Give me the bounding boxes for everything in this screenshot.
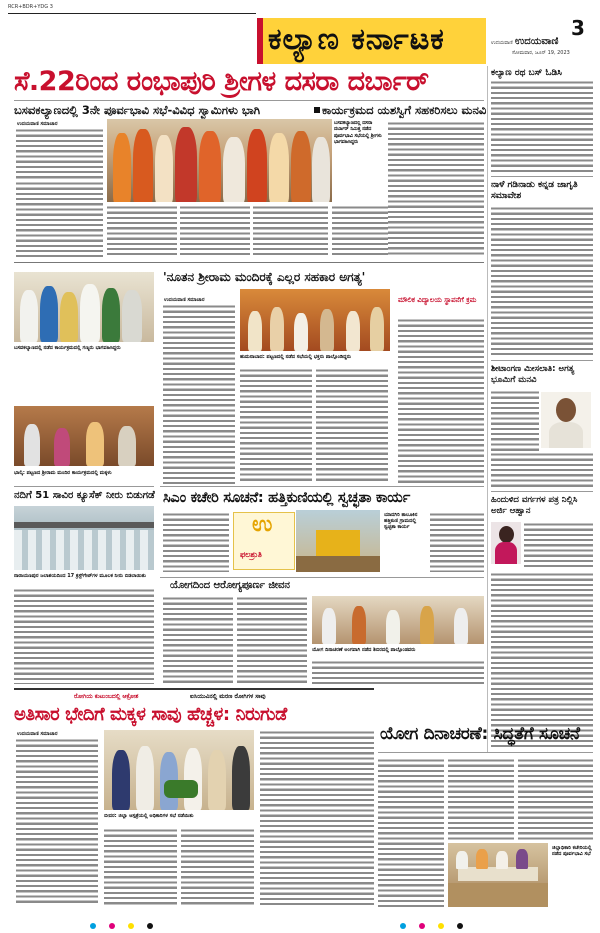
mid-center-photo bbox=[240, 289, 390, 351]
edition-code: RCR+BDR+YDG 3 bbox=[8, 4, 53, 10]
mid-top-rule bbox=[14, 262, 484, 263]
yoga-day-photo bbox=[448, 843, 548, 907]
yoga-photo bbox=[312, 596, 484, 644]
lead-subhead: ಬಸವಕಲ್ಯಾಣದಲ್ಲಿ 3ನೇ ಪೂರ್ವಭಾವಿ ಸಭೆ-ವಿವಿಧ ಸ್ವಾಮಿಗಳು ಭಾಗಿ bbox=[14, 103, 261, 117]
right-rule-3 bbox=[491, 491, 593, 492]
mid-column-3 bbox=[316, 368, 388, 484]
paper-name: ಉದಯವಾಣಿ bbox=[515, 36, 559, 47]
lead-headline: ಸೆ.22ರಿಂದ ರಂಭಾಪುರಿ ಶ್ರೀಗಳ ದಸರಾ ದರ್ಬಾರ್ bbox=[14, 66, 429, 97]
cm-side-caption: ಯಾದಗಿರಿ ತಾಲೂಕಿನ ಹತ್ತಿಕುಣಿ ಗ್ರಾಮದಲ್ಲಿ ಸ್ವಚ್ಛತಾ ಕಾರ್ಯ bbox=[384, 512, 426, 572]
phalashruti-logo-text: ಫಲಶ್ರುತಿ bbox=[240, 550, 262, 559]
bottom-caption: ಬೀದರ: ಜಿಲ್ಲಾ ಆಸ್ಪತ್ರೆಯಲ್ಲಿ ಅಧಿಕಾರಿಗಳ ಸಭೆ ನಡೆಯಿತು bbox=[104, 813, 254, 819]
mid-center-caption: ಹುಮನಾಬಾದ: ಪಟ್ಟಣದಲ್ಲಿ ನಡೆದ ಸಭೆಯಲ್ಲಿ ಭಕ್ತರು ಪಾಲ್ಗೊಂಡಿದ್ದರು bbox=[240, 354, 390, 360]
bottom-column-2 bbox=[104, 828, 177, 906]
bottom-byline: ಉದಯವಾಣಿ ಸಮಾಚಾರ bbox=[17, 731, 58, 737]
cm-photo bbox=[296, 510, 380, 572]
masthead-title: ಕಲ್ಯಾಣ ಕರ್ನಾಟಕ bbox=[268, 22, 445, 57]
bottom-column-4 bbox=[260, 730, 374, 906]
page-number: 3 bbox=[571, 16, 585, 40]
yoga-day-column-2 bbox=[448, 758, 514, 840]
bottom-photo bbox=[104, 730, 254, 810]
bottom-column-3 bbox=[181, 828, 254, 906]
lead-column-3 bbox=[107, 205, 177, 255]
right-column-divider bbox=[487, 66, 488, 752]
yoga-column-2 bbox=[237, 596, 307, 684]
lead-column-5 bbox=[253, 205, 328, 255]
mid-column-1 bbox=[163, 304, 235, 484]
right-story3-headline: ಶೀಟಾಂಗಣ ಮೀಸಲಾತಿ: ಅಗತ್ಯ ಭೂಮಿಗೆ ಮನವಿ bbox=[491, 364, 575, 385]
yoga-day-headline: ಯೋಗ ದಿನಾಚರಣೆ: ಸಿದ್ಧತೆಗೆ ಸೂಚನೆ bbox=[380, 724, 580, 744]
lead-column-4 bbox=[180, 205, 250, 255]
yoga-mid-headline: ಯೋಗದಿಂದ ಆರೋಗ್ಯಪೂರ್ಣ ಜೀವನ bbox=[170, 580, 290, 591]
right-story2-text bbox=[491, 206, 593, 356]
lead-photo-caption: ಬಸವಕಲ್ಯಾಣದಲ್ಲಿ ದಸರಾ ದರ್ಬಾರ್ ನಿಮಿತ್ತ ನಡೆದ ಪೂರ್ವಭಾವಿ ಸಭೆಯಲ್ಲಿ ಶ್ರೀಗಳು ಭಾಗವಹಿಸಿದ್ದರು bbox=[334, 121, 384, 201]
right-story2-headline: ನಾಳೆ ಗಡಿನಾಡು ಕನ್ನಡ ಜಾಗೃತಿ ಸಮಾವೇಶ bbox=[491, 180, 578, 201]
yoga-box-rule bbox=[378, 752, 593, 753]
registration-marks-right bbox=[400, 914, 550, 922]
right-story1-headline: ಕಲ್ಯಾಣ ರಥ ಬಸ್ ಓಡಿಸಿ bbox=[491, 68, 562, 78]
bottom-rule bbox=[14, 688, 374, 690]
water-photo bbox=[14, 506, 154, 570]
paper-label: ಉದಯವಾಣಿ bbox=[491, 40, 513, 46]
right-story1-text bbox=[491, 80, 593, 173]
lead-column-7 bbox=[388, 121, 484, 256]
yoga-column-1 bbox=[163, 596, 233, 684]
cm-rule bbox=[160, 486, 484, 487]
yoga-day-column-3 bbox=[518, 758, 593, 840]
cm-column-2 bbox=[430, 512, 484, 572]
bottom-headline: ಅತಿಸಾರ ಭೇದಿಗೆ ಮಕ್ಕಳ ಸಾವು ಹೆಚ್ಚಳ: ನಿರುಗುಡೆ bbox=[14, 704, 287, 725]
mid-left-caption-1: ಬಸವಕಲ್ಯಾಣದಲ್ಲಿ ನಡೆದ ಕಾರ್ಯಕ್ರಮದಲ್ಲಿ ಗಣ್ಯರು ಭಾಗವಹಿಸಿದ್ದರು bbox=[14, 345, 154, 351]
mid-side-text bbox=[398, 318, 484, 484]
mid-side-headline: ಮೌಲಿಕ ವಿದ್ಯಾಲಯ ಸ್ಥಾಪನೆಗೆ ಕ್ರಮ bbox=[398, 296, 477, 304]
water-caption: ನಾರಾಯಣಪುರ ಜಲಾಶಯದಿಂದ 17 ಕ್ರಸ್ಟ್‌ಗೇಟ್‌ಗಳ ಮೂಲಕ ನೀರು ಬಿಡಲಾಯಿತು bbox=[14, 573, 154, 579]
cm-headline: ಸಿಎಂ ಕಚೇರಿ ಸೂಚನೆ: ಹತ್ತಿಕುಣಿಯಲ್ಲಿ ಸ್ವಚ್ಛತಾ ಕಾರ್ಯ bbox=[163, 490, 410, 506]
mid-byline: ಉದಯವಾಣಿ ಸಮಾಚಾರ bbox=[164, 297, 205, 303]
yoga-column-3 bbox=[312, 660, 484, 684]
mid-left-caption-2: ಭಾಲ್ಕಿ: ಪಟ್ಟಣದ ಶ್ರೀರಾಮ ಮಂದಿರ ಕಾರ್ಯಕ್ರಮದಲ್ಲಿ ಮಕ್ಕಳು bbox=[14, 470, 154, 476]
cm-column-1 bbox=[163, 512, 229, 572]
lead-column-2 bbox=[16, 181, 103, 257]
right-rule-1 bbox=[491, 176, 593, 177]
lead-photo bbox=[107, 119, 332, 202]
bottom-tag-2: ಐಸಿಯುವಿನಲ್ಲಿ ಮರಣ ರೋಗಿಗಳ ಸಾವು bbox=[190, 693, 266, 700]
mid-column-2 bbox=[240, 368, 312, 484]
lead-rule bbox=[14, 100, 484, 101]
right-portrait-woman bbox=[491, 522, 521, 564]
yoga-day-column-1 bbox=[378, 758, 444, 908]
water-rule bbox=[14, 486, 154, 487]
right-rule-2 bbox=[491, 360, 593, 361]
right-story3-text-2 bbox=[491, 452, 593, 488]
bottom-tag: ರೋಗಿಯ ಕುಟುಂಬದಲ್ಲಿ ಆಕ್ರೋಶ bbox=[74, 693, 139, 700]
lead-byline: ಉದಯವಾಣಿ ಸಮಾಚಾರ bbox=[17, 121, 58, 127]
top-rule bbox=[8, 13, 256, 14]
mid-headline: 'ನೂತನ ಶ್ರೀರಾಮ ಮಂದಿರಕ್ಕೆ ಎಲ್ಲರ ಸಹಕಾರ ಅಗತ್ಯ' bbox=[163, 270, 366, 284]
registration-marks bbox=[90, 914, 240, 922]
yoga-day-caption: ಜಿಲ್ಲಾಧಿಕಾರಿ ಕಚೇರಿಯಲ್ಲಿ ನಡೆದ ಪೂರ್ವಭಾವಿ ಸಭೆ bbox=[552, 845, 594, 905]
water-headline: ನದಿಗೆ 51 ಸಾವಿರ ಕ್ಯೂಸೆಕ್ ನೀರು ಬಿಡುಗಡೆ bbox=[14, 490, 155, 501]
right-story4-headline: ಹಿಂದುಳಿದ ವರ್ಗಗಳ ಪತ್ರ ನಿಲ್ಲಿಸಿ ಅರ್ಜಿ ಆಹ್ವಾನ bbox=[491, 495, 578, 516]
date-line: ಸೋಮವಾರ, ಜೂನ್ 19, 2023 bbox=[512, 50, 570, 56]
subhead-separator bbox=[314, 107, 320, 113]
yoga-caption: ಯೋಗ ದಿನಾಚರಣೆ ಅಂಗವಾಗಿ ನಡೆದ ಶಿಬಿರದಲ್ಲಿ ಪಾಲ್ಗೊಂಡವರು bbox=[312, 647, 484, 653]
mid-left-photo-2 bbox=[14, 406, 154, 466]
mid-left-photo-1 bbox=[14, 272, 154, 342]
water-text bbox=[14, 588, 154, 684]
phalashruti-logo-letter: ಉ bbox=[252, 512, 273, 537]
yoga-rule bbox=[160, 577, 484, 578]
right-portrait-man bbox=[541, 392, 591, 448]
bottom-column-1 bbox=[16, 738, 98, 906]
lead-subhead-2: ಕಾರ್ಯಕ್ರಮದ ಯಶಸ್ವಿಗೆ ಸಹಕರಿಸಲು ಮನವಿ bbox=[322, 103, 487, 117]
right-story4-text bbox=[524, 522, 593, 570]
